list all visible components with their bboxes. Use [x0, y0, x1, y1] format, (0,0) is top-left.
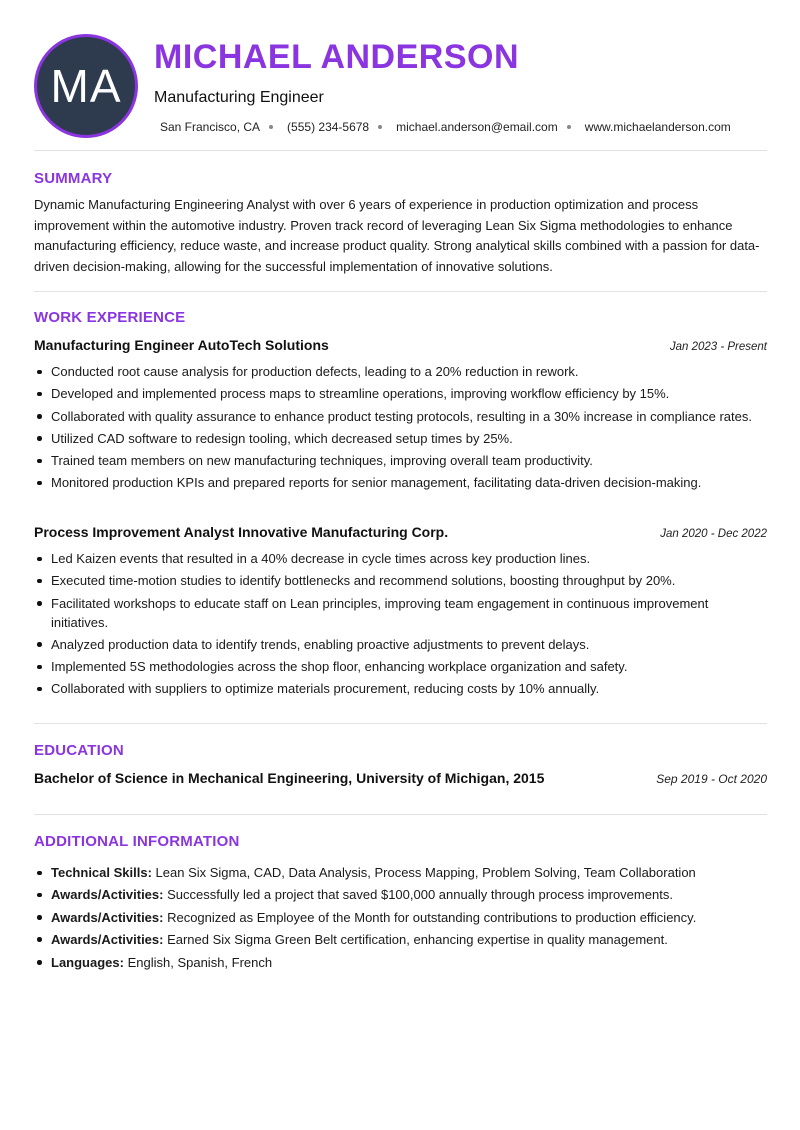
job-entry — [34, 337, 767, 496]
job-bullets — [34, 362, 767, 492]
item-text: Lean Six Sigma, CAD, Data Analysis, Process Mapping, Problem Solving, Team Collaboration — [151, 865, 696, 880]
item-text: Earned Six Sigma Green Belt certification, enhancing expertise in quality management. — [163, 931, 668, 947]
item-text: Recognized as Employee of the Month for outstanding contributions to production efficiency. — [163, 909, 697, 925]
item-label: Technical Skills: — [51, 865, 152, 880]
summary-heading: SUMMARY — [34, 170, 113, 187]
avatar-initials: MA — [50, 60, 122, 112]
additional-info — [34, 858, 767, 975]
candidate-role: Manufacturing Engineer — [154, 89, 324, 106]
item-label: Awards/Activities: — [51, 909, 164, 925]
contact-bar — [160, 120, 731, 134]
job-title: Process Improvement Analyst Innovative Manufacturing Corp. — [34, 524, 449, 540]
contact-location: San Francisco, CA — [160, 120, 261, 134]
list-item: Developed and implemented process maps to streamline operations, improving workflow efficiency by 15%. — [34, 384, 767, 403]
item-label: Awards/Activities: — [51, 887, 164, 903]
list-item — [34, 953, 767, 972]
education-date: Sep 2019 - Oct 2020 — [656, 772, 767, 786]
additional-bullets — [34, 863, 767, 972]
contact-email[interactable]: michael.anderson@email.com — [396, 120, 558, 134]
item-text: English, Spanish, French — [123, 954, 273, 970]
contact-separator — [567, 125, 571, 129]
job-bullets — [34, 549, 767, 698]
list-item: Facilitated workshops to educate staff on Lean principles, improving team engagement in continuous improvement initiatives. — [34, 594, 767, 632]
list-item: Trained team members on new manufacturing techniques, improving overall team productivity. — [34, 451, 767, 470]
list-item — [34, 863, 767, 882]
list-item — [34, 885, 767, 904]
list-item: Led Kaizen events that resulted in a 40% decrease in cycle times across key production lines. — [34, 549, 767, 568]
contact-separator — [269, 125, 273, 129]
item-label: Awards/Activities: — [51, 931, 164, 947]
section-divider — [34, 723, 767, 724]
summary-text: Dynamic Manufacturing Engineering Analyst with over 6 years of experience in production optimization and process improvement within the automotive industry. Proven track record of leveraging Lean Six Sigma methodologies to enhance manufacturing efficiency, reduce waste, and increase product quality. Strong analytical skills combined with a passion for data-driven decision-making, allowing for the successful implementation of innovative solutions. — [34, 197, 760, 274]
list-item: Implemented 5S methodologies across the shop floor, enhancing workplace organization and safety. — [34, 657, 767, 676]
avatar — [34, 34, 138, 138]
list-item: Executed time-motion studies to identify bottlenecks and recommend solutions, boosting throughput by 20%. — [34, 571, 767, 590]
list-item: Analyzed production data to identify trends, enabling proactive adjustments to prevent delays. — [34, 635, 767, 654]
job-date: Jan 2023 - Present — [669, 341, 767, 353]
job-title: Manufacturing Engineer AutoTech Solutions — [34, 337, 329, 353]
experience-heading: WORK EXPERIENCE — [34, 309, 186, 326]
candidate-name: MICHAEL ANDERSON — [154, 38, 520, 76]
list-item: Collaborated with suppliers to optimize materials procurement, reducing costs by 10% annually. — [34, 679, 767, 698]
additional-heading: ADDITIONAL INFORMATION — [34, 833, 240, 850]
section-divider — [34, 814, 767, 815]
list-item — [34, 908, 767, 927]
education-degree: Bachelor of Science in Mechanical Engineering, University of Michigan, 2015 — [34, 770, 545, 786]
item-label: Languages: — [51, 954, 124, 970]
section-divider — [34, 291, 767, 292]
education-heading: EDUCATION — [34, 742, 124, 759]
list-item: Conducted root cause analysis for production defects, leading to a 20% reduction in rework. — [34, 362, 767, 381]
job-date: Jan 2020 - Dec 2022 — [660, 528, 767, 540]
contact-separator — [378, 125, 382, 129]
contact-website[interactable]: www.michaelanderson.com — [584, 120, 731, 134]
job-entry — [34, 524, 767, 702]
item-text: Successfully led a project that saved $100,000 annually through process improvements. — [163, 887, 673, 903]
list-item — [34, 930, 767, 949]
contact-phone[interactable]: (555) 234-5678 — [287, 120, 370, 134]
education-entry — [34, 770, 767, 786]
section-divider — [34, 150, 767, 151]
list-item: Monitored production KPIs and prepared reports for senior management, facilitating data-driven decision-making. — [34, 473, 767, 492]
list-item: Collaborated with quality assurance to enhance product testing protocols, resulting in a 30% increase in compliance rates. — [34, 407, 767, 426]
list-item: Utilized CAD software to redesign tooling, which decreased setup times by 25%. — [34, 429, 767, 448]
